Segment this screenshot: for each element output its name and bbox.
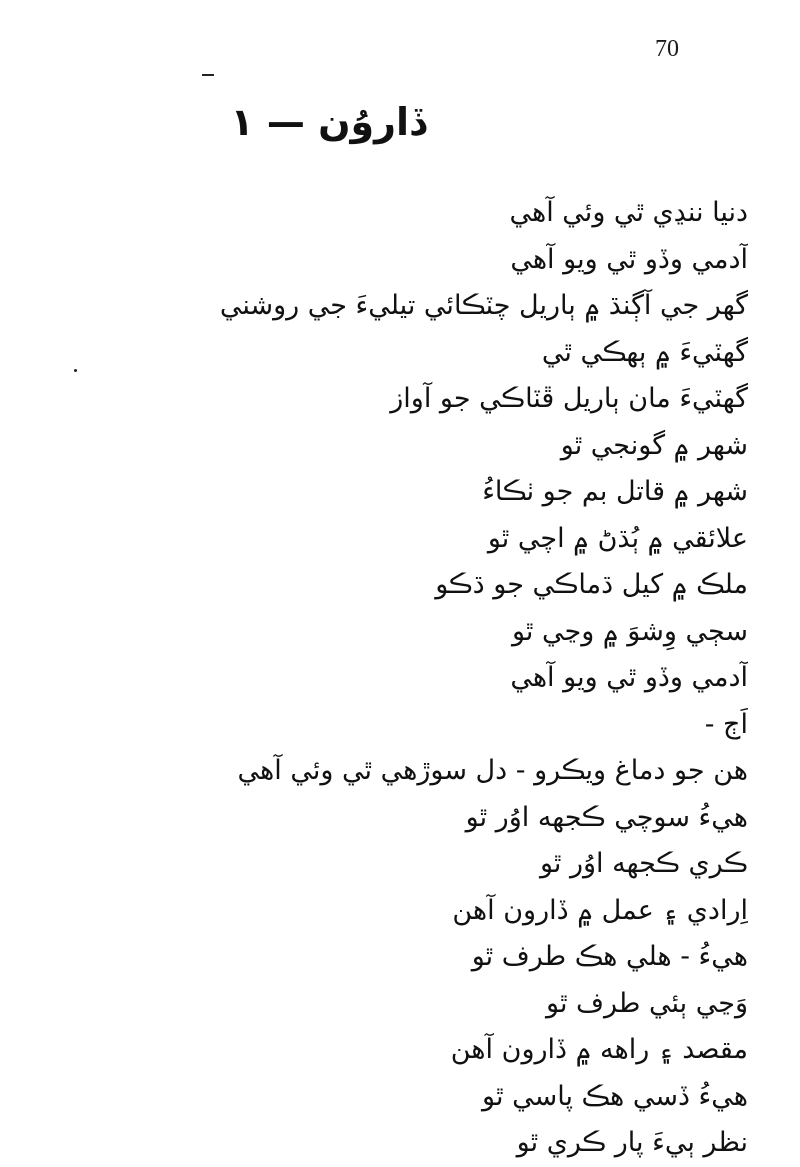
poem-line: هن جو دماغ ويڪرو - دل سوڙهي ٿي وئي آهي xyxy=(237,755,748,786)
poem-line: آدمي وڏو ٿي ويو آهي xyxy=(510,662,748,693)
poem-line: اَڄ - xyxy=(704,708,748,740)
poem-line: نظر ٻيءَ پار ڪري ٿو xyxy=(516,1127,748,1158)
poem-line: مقصد ۽ راهه ۾ ڏارون آهن xyxy=(450,1034,748,1065)
poem-line: وَڃي ٻئي طرف ٿو xyxy=(546,987,748,1019)
poem-line: دنيا ننڍي ٿي وئي آهي xyxy=(509,197,748,228)
poem-line: گهٽيءَ مان ٻاريل ڦٽاڪي جو آواز xyxy=(390,383,748,414)
scan-speck xyxy=(202,74,214,76)
poem-line: هيءُ ڏسي هڪ پاسي ٿو xyxy=(482,1080,748,1112)
poem-line: شهر ۾ گونجي ٿو xyxy=(560,429,748,461)
poem-line: علائقي ۾ ٻُڌڻ ۾ اچي ٿو xyxy=(487,522,748,554)
poem-line: اِرادي ۽ عمل ۾ ڏارون آهن xyxy=(452,894,748,926)
poem-line: گهٽيءَ ۾ ٻهڪي ٿي xyxy=(541,336,748,368)
poem-body xyxy=(48,190,748,1167)
poem-line: گهر جي آڳنڌ ۾ ٻاريل چٽڪائي تيليءَ جي روشني xyxy=(219,290,748,321)
poem-line: هيءُ سوچي ڪجهه اوُر ٿو xyxy=(465,801,748,833)
poem-line: ڪري ڪجهه اوُر ٿو xyxy=(539,848,748,879)
poem-line: آدمي وڏو ٿي ويو آهي xyxy=(510,243,748,275)
poem-line: هيءُ - هلي هڪ طرف ٿو xyxy=(471,941,748,972)
poem-title: ڏاروُن — ١ xyxy=(230,100,426,144)
poem-line: ملڪ ۾ کيل ڌماڪي جو ڌڪو xyxy=(435,569,748,600)
poem-line: سڄي وِشوَ ۾ وڃي ٿو xyxy=(511,615,748,647)
poem-line: شهر ۾ قاتل بم جو ٺڪاءُ xyxy=(482,476,748,507)
page-number: 70 xyxy=(655,36,679,62)
